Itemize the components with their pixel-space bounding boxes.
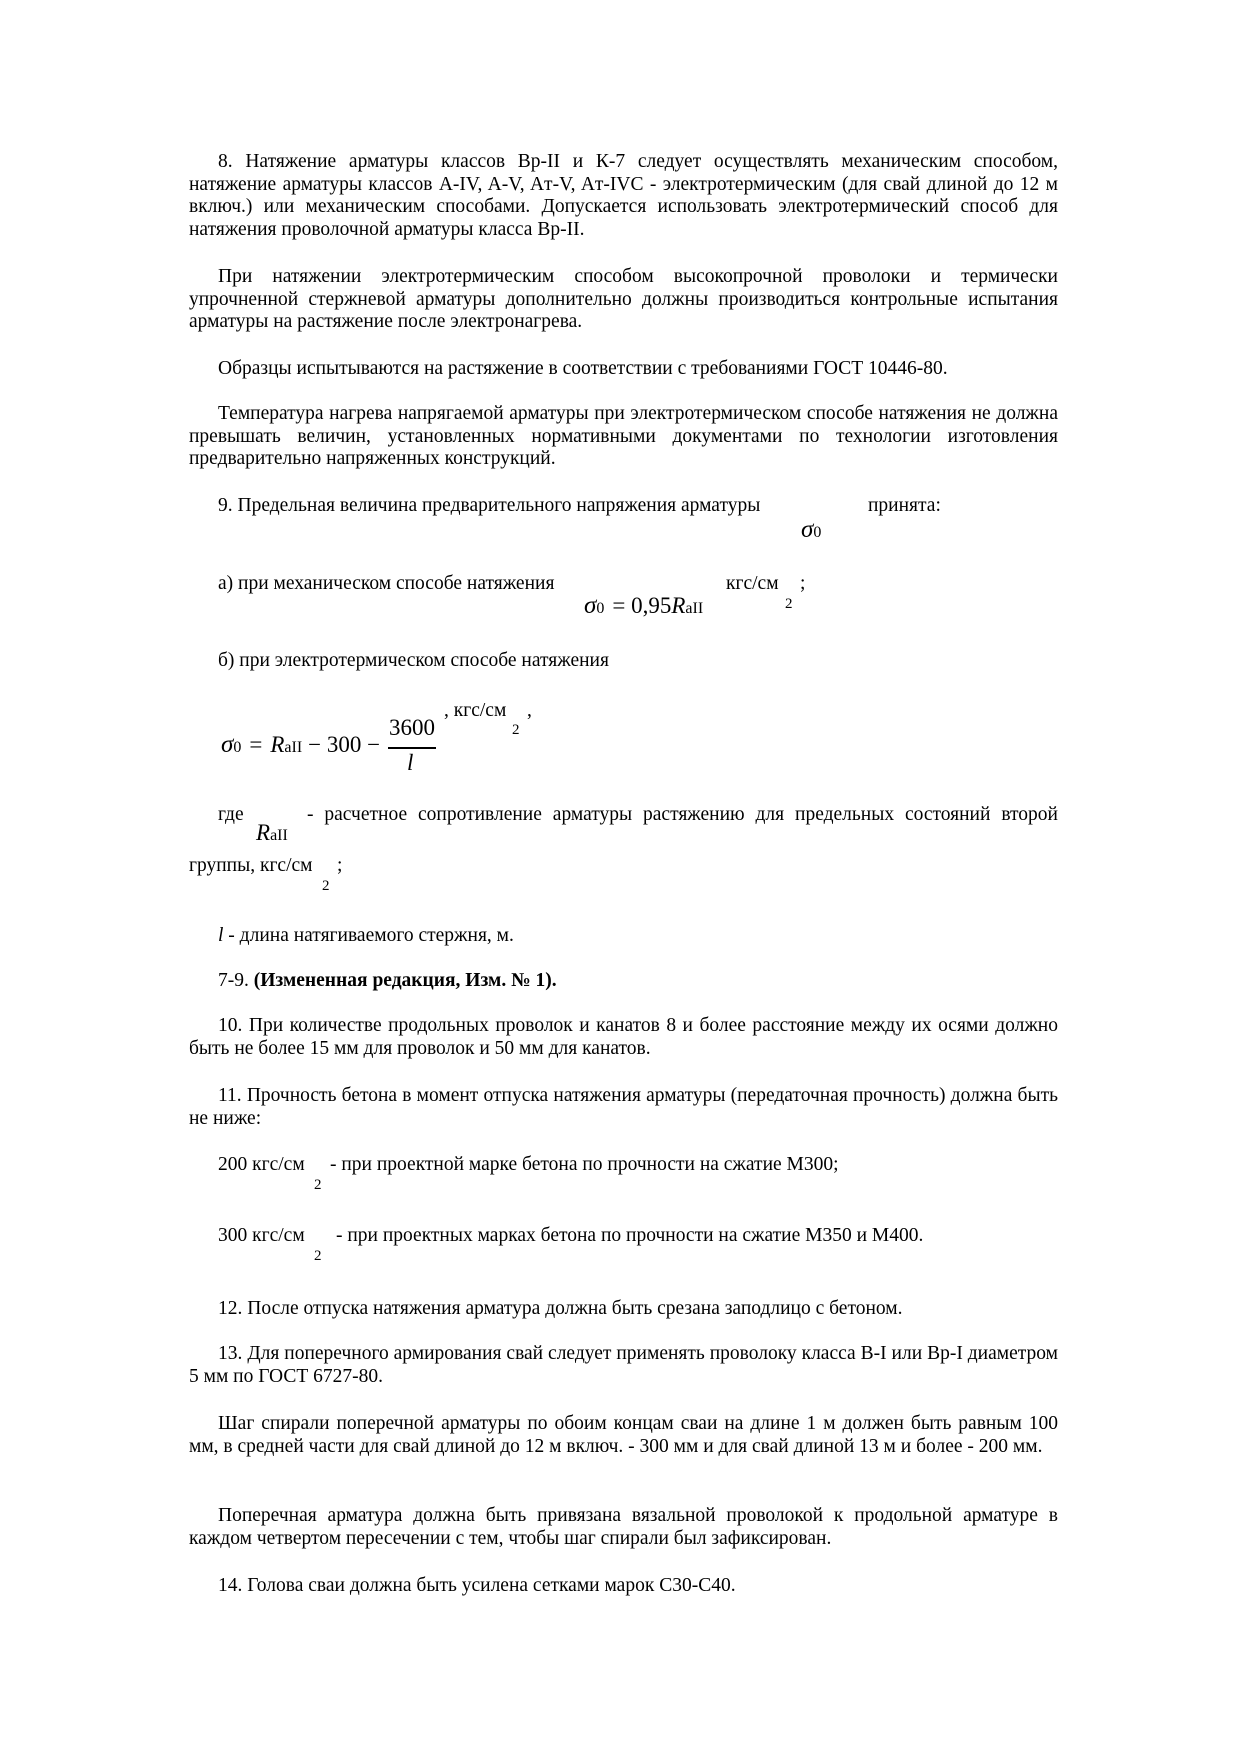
paragraph-13-spiral-step: Шаг спирали поперечной арматуры по обоим концам сваи на длине 1 м должен быть равным 100 мм, в средней части для свай длиной до 12 м включ. - 300 мм и для свай длиной 13 м и более - 200 мм. bbox=[189, 1413, 1058, 1457]
unit-square: 2 bbox=[314, 1177, 322, 1193]
sigma-symbol: σ bbox=[221, 731, 234, 758]
comma: , bbox=[527, 700, 532, 721]
unit-kgs-cm-comma: , кгс/см bbox=[444, 700, 507, 721]
unit-kgs-cm: кгс/см bbox=[726, 573, 779, 594]
paragraph-9a-label: а) при механическом способе натяжения bbox=[218, 573, 555, 594]
paragraph-8-control-tests: При натяжении электротермическим способом высокопрочной проволоки и термически упрочненной стержневой арматуры дополнительно должны производиться контрольные испытания арматуры на растяжение после электронагрева. bbox=[189, 266, 1058, 333]
paragraph-10: 10. При количестве продольных проволок и канатов 8 и более расстояние между их осями должно быть не более 15 мм для проволок и 50 мм для канатов. bbox=[189, 1015, 1058, 1059]
sigma-symbol: σ bbox=[584, 592, 597, 619]
subscript-aii: aII bbox=[284, 739, 303, 756]
r-symbol: R bbox=[256, 820, 271, 845]
where-definition: - расчетное сопротивление арматуры растяжению для предельных состояний второй bbox=[307, 804, 1058, 825]
unit-square: 2 bbox=[322, 878, 330, 894]
equals-sign: = bbox=[249, 732, 263, 757]
fraction-numerator bbox=[389, 715, 435, 741]
paragraph-9-intro: 9. Предельная величина предварительного напряжения арматуры bbox=[218, 495, 761, 516]
formula-r-aii bbox=[256, 820, 288, 846]
subscript-0: 0 bbox=[813, 524, 822, 541]
unit-square: 2 bbox=[314, 1248, 322, 1264]
subscript-0: 0 bbox=[233, 739, 242, 756]
formula-a bbox=[584, 592, 703, 620]
amendment-number: 7-9. bbox=[218, 970, 249, 991]
formula-b-minus-300: − 300 − bbox=[308, 732, 381, 757]
fraction-bar bbox=[388, 747, 436, 749]
amendment-text: (Измененная редакция, Изм. № 1). bbox=[253, 970, 557, 991]
subscript-aii: aII bbox=[685, 600, 704, 617]
paragraph-12: 12. После отпуска натяжения арматура должна быть срезана заподлицо с бетоном. bbox=[218, 1298, 903, 1319]
r-symbol: R bbox=[671, 593, 686, 618]
where-label: где bbox=[218, 804, 244, 825]
strength-200-value: 200 кгс/см bbox=[218, 1154, 305, 1175]
where-continuation: группы, кгс/см bbox=[189, 855, 313, 876]
strength-300-value: 300 кгс/см bbox=[218, 1225, 305, 1246]
semicolon: ; bbox=[800, 573, 806, 594]
paragraph-9b-label: б) при электротермическом способе натяжения bbox=[218, 650, 609, 671]
paragraph-13-tying: Поперечная арматура должна быть привязана вязальной проволокой к продольной арматуре в каждом четвертом пересечении с тем, чтобы шаг спирали был зафиксирован. bbox=[189, 1505, 1058, 1549]
fraction-denominator bbox=[407, 750, 413, 776]
paragraph-14: 14. Голова сваи должна быть усилена сетками марок С30-С40. bbox=[218, 1575, 736, 1596]
semicolon: ; bbox=[337, 855, 343, 876]
strength-200-text: - при проектной марке бетона по прочности на сжатие М300; bbox=[330, 1154, 839, 1175]
formula-b bbox=[221, 731, 380, 759]
subscript-aii: aII bbox=[270, 827, 288, 844]
formula-sigma0-inline bbox=[801, 516, 821, 544]
l-definition bbox=[218, 925, 514, 948]
paragraph-8-samples: Образцы испытываются на растяжение в соответствии с требованиями ГОСТ 10446-80. bbox=[218, 358, 948, 379]
paragraph-11: 11. Прочность бетона в момент отпуска натяжения арматуры (передаточная прочность) должна быть не ниже: bbox=[189, 1085, 1058, 1129]
sigma-symbol: σ bbox=[801, 516, 814, 543]
formula-a-coefficient: = 0,95 bbox=[612, 593, 672, 618]
l-symbol: l bbox=[218, 925, 224, 946]
paragraph-8-temperature: Температура нагрева напрягаемой арматуры при электротермическом способе натяжения не должна превышать величин, установленных нормативными документами по технологии изготовления предварительно напряженных конструкций. bbox=[189, 403, 1058, 470]
unit-square: 2 bbox=[512, 722, 520, 738]
amendment-note bbox=[218, 970, 557, 993]
unit-square: 2 bbox=[785, 596, 793, 612]
paragraph-8-tensioning-methods: 8. Натяжение арматуры классов Вр-II и К-7 следует осуществлять механическим способом, натяжение арматуры классов A-IV, A-V, Aт-V, Aт-IVC - электротермическим (для свай длиной до 12 м включ.) или механическим способами. Допускается использовать электротермический способ для натяжения проволочной арматуры класса Вр-II. bbox=[189, 151, 1058, 240]
numerator-3600: 3600 bbox=[389, 715, 435, 740]
r-symbol: R bbox=[270, 732, 285, 757]
paragraph-13-wire: 13. Для поперечного армирования свай следует применять проволоку класса В-I или Вр-I диаметром 5 мм по ГОСТ 6727-80. bbox=[189, 1343, 1058, 1387]
subscript-0: 0 bbox=[596, 600, 605, 617]
strength-300-text: - при проектных марках бетона по прочности на сжатие М350 и М400. bbox=[336, 1225, 924, 1246]
denominator-l: l bbox=[407, 750, 414, 775]
l-definition-text: - длина натягиваемого стержня, м. bbox=[228, 925, 514, 946]
paragraph-9-accepted: принята: bbox=[868, 495, 941, 516]
